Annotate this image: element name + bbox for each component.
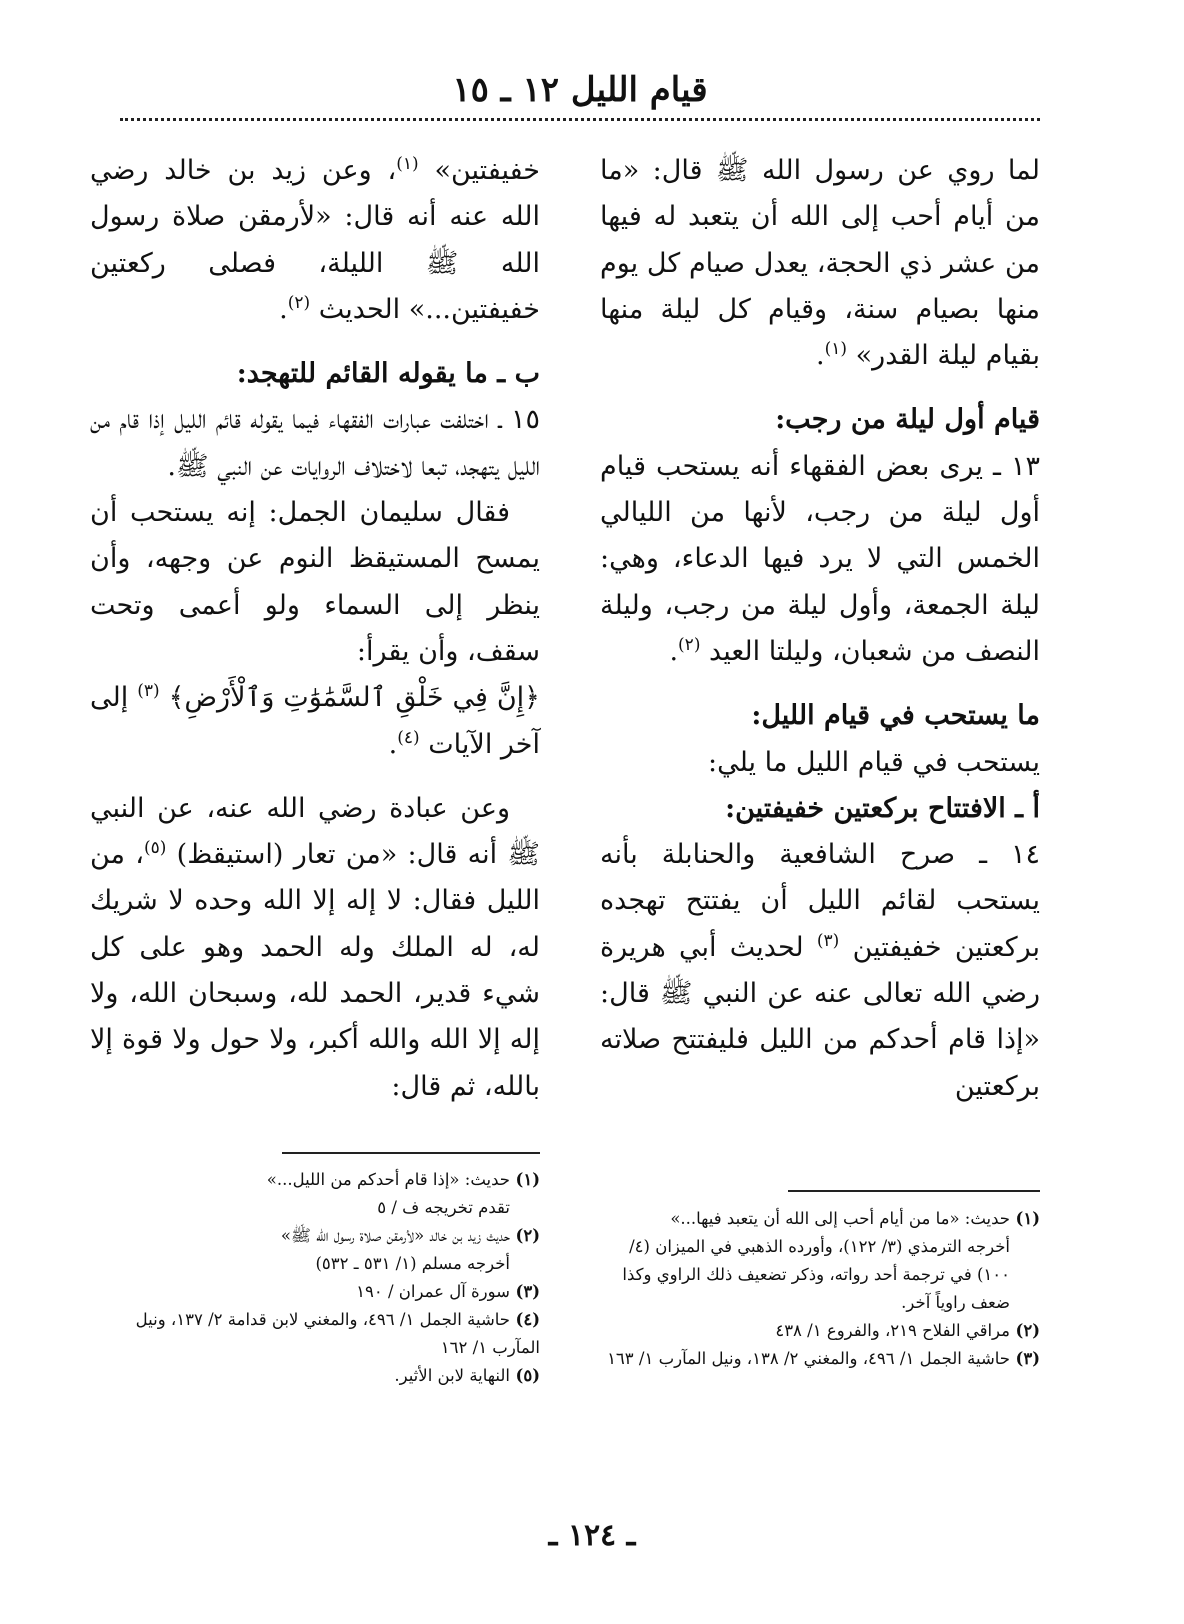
paragraph-zayd-hadith: خفيفتين» $^{(١)}$، وعن زيد بن خالد رضي الله عنه أنه قال: «لأرمقن صلاة رسول الله ﷺ الليلة، فصلى ركعتين خفيفتين...» الحديث $^{(٢)}$. [90, 154, 540, 325]
footnote-item: (٥)النهاية لابن الأثير. [394, 1366, 540, 1385]
footnotes-left [90, 1166, 540, 1390]
quran-verse: ﴿إِنَّ فِي خَلْقِ ٱلسَّمَٰوَٰتِ وَٱلْأَرْضِ﴾ [168, 682, 540, 714]
header-dotted-divider [120, 118, 1040, 121]
paragraph-14: ١٤ ـ صرح الشافعية والحنابلة بأنه يستحب لقائم الليل أن يفتتح تهجده بركعتين خفيفتين $^{(٣)}$ لحديث أبي هريرة رضي الله تعالى عنه عن النبي ﷺ قال: «إذا قام أحدكم من الليل فليفتتح صلاته بركعتين [600, 839, 1040, 1102]
left-column [90, 148, 540, 1110]
footnotes-right [600, 1205, 1040, 1373]
footnote-item: (٢)حديث زيد بن خالد «لأرمقن صلاة رسول الله ﷺ» أخرجه مسلم (١/ ٥٣١ ـ ٥٣٢) [280, 1226, 540, 1273]
footnote-ref: (٢) [678, 634, 701, 655]
paragraph-13: ١٣ ـ يرى بعض الفقهاء أنه يستحب قيام أول ليلة من رجب، لأنها من الليالي الخمس التي لا يرد فيها الدعاء، وهي: ليلة الجمعة، وأول ليلة من رجب، وليلة النصف من شعبان، وليلتا العيد $^{(٢)}$. [600, 450, 1040, 667]
paragraph-ubadah-hadith: وعن عبادة رضي الله عنه، عن النبي ﷺ أنه قال: «من تعار (استيقظ) $^{(٥)}$، من الليل فقال: لا إله إلا الله وحده لا شريك له، له الملك وله الحمد وهو على كل شيء قدير، الحمد لله، وسبحان الله، ولا إله إلا الله والله أكبر، ولا حول ولا قوة إلا بالله، ثم قال: [90, 792, 541, 1102]
footnote-item: (١)حديث: «ما من أيام أحب إلى الله أن يتعبد فيها...» أخرجه الترمذي (٣/ ١٢٢)، وأورده الذهبي في الميزان (٤/ ١٠٠) في ترجمة أحد رواته، وذكر تضعيف ذلك الراوي وكذا ضعف راوياً آخر. [622, 1209, 1040, 1312]
footnote-item: (٤)حاشية الجمل ١/ ٤٩٦، والمغني لابن قدامة ٢/ ١٣٧، ونيل المآرب ١/ ١٦٢ [135, 1310, 540, 1357]
page-number: ـ ١٢٤ ـ [548, 1518, 636, 1553]
paragraph-hadith-dhul-hijjah: لما روي عن رسول الله ﷺ قال: «ما من أيام أحب إلى الله أن يتعبد له فيها من عشر ذي الحجة، يعدل صيام كل يوم منها بصيام سنة، وقيام كل ليلة منها بقيام ليلة القدر» $^{(١)}$. [600, 155, 1040, 372]
footnote-item: (٣)سورة آل عمران / ١٩٠ [356, 1282, 540, 1301]
paragraph-sulayman-al-jamal: فقال سليمان الجمل: إنه يستحب أن يمسح المستيقظ النوم عن وجهه، وأن ينظر إلى السماء ولو أعمى وتحت سقف، وأن يقرأ: [90, 497, 540, 667]
paragraph-quran-verse: ﴿إِنَّ فِي خَلْقِ ٱلسَّمَٰوَٰتِ وَٱلْأَرْضِ﴾ $^{(٣)}$ إلى آخر الآيات $^{(٤)}$. [90, 681, 540, 760]
footnote-item: (٢)مراقي الفلاح ٢١٩، والفروع ١/ ٤٣٨ [775, 1321, 1040, 1340]
section-heading-rajab: قيام أول ليلة من رجب: [775, 404, 1040, 436]
subheading-opening-rakats: أ ـ الافتتاح بركعتين خفيفتين: [725, 792, 1040, 824]
footnote-ref: (١) [396, 154, 419, 174]
footnote-ref: (٣) [137, 681, 160, 702]
footnote-ref: (٤) [397, 727, 420, 748]
right-column [600, 148, 1040, 1110]
footnote-ref: (١) [824, 339, 848, 360]
running-header: قيام الليل ١٢ ـ ١٥ [452, 70, 708, 110]
footnote-ref: (٥) [143, 838, 167, 859]
paragraph-15: ١٥ ـ اختلفت عبارات الفقهاء فيما يقوله قائم الليل إذا قام من الليل يتهجد، تبعا لاختلاف الروايات عن النبي ﷺ. [90, 404, 540, 482]
footnote-rule-right [788, 1190, 1040, 1192]
footnote-ref: (٣) [816, 930, 840, 951]
footnote-item: (٣)حاشية الجمل ١/ ٤٩٦، والمغني ٢/ ١٣٨، ونيل المآرب ١/ ١٦٣ [607, 1349, 1040, 1368]
footnote-ref: (٢) [287, 292, 311, 313]
footnote-item: (١)حديث: «إذا قام أحدكم من الليل...» تقدم تخريجه ف / ٥ [266, 1170, 540, 1217]
paragraph-recommended-intro: يستحب في قيام الليل ما يلي: [707, 746, 1040, 778]
subheading-tahajjud-sayings: ب ـ ما يقوله القائم للتهجد: [236, 358, 540, 390]
section-heading-recommended: ما يستحب في قيام الليل: [751, 700, 1040, 732]
footnote-rule-left [282, 1152, 540, 1154]
